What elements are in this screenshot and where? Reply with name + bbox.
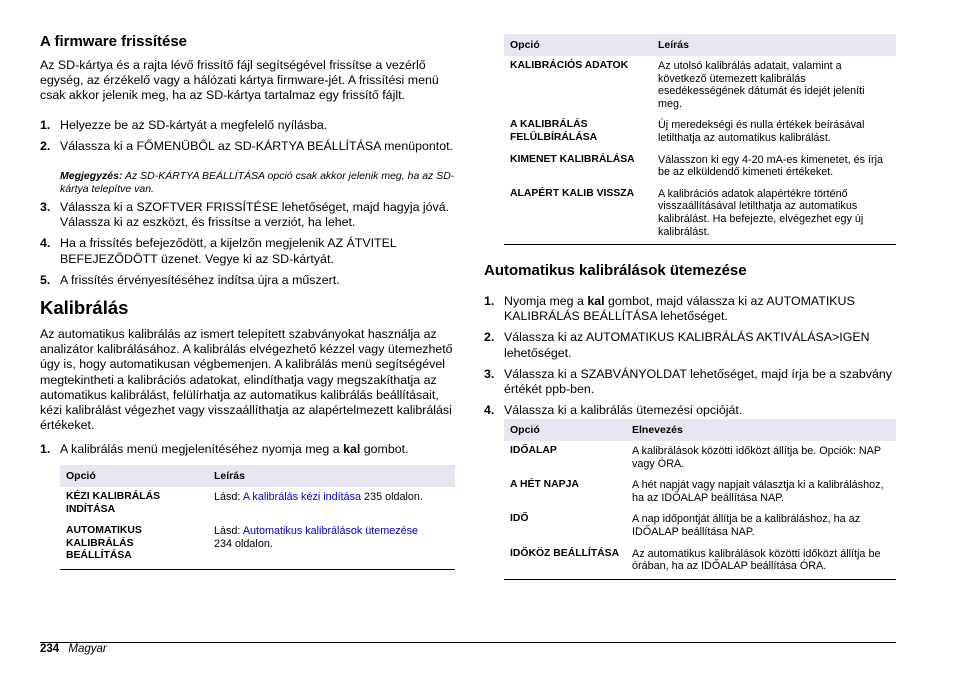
table-row	[504, 441, 896, 476]
table-header	[60, 465, 455, 487]
firmware-note: Megjegyzés: Az SD-KÁRTYA BEÁLLÍTÁSA opció csak akkor jelenik meg, ha az SD-kártya telepítve van.	[60, 170, 455, 195]
table-header	[504, 419, 896, 441]
calibration-heading: Kalibrálás	[40, 297, 129, 318]
list-item: 1. A kalibrálás menü megjelenítéséhez nyomja meg a kal gombot.	[40, 442, 409, 456]
option-name: IDŐ	[510, 513, 529, 525]
table-row	[504, 545, 896, 580]
option-desc: A nap időpontját állítja be a kalibráláshoz, ha az IDŐALAP beállítása NAP.	[632, 513, 861, 538]
option-desc: Az automatikus kalibrálások közötti időközt állítja be órában, ha az IDŐALAP beállítása ÓRA.	[626, 545, 896, 580]
footer-language: Magyar	[68, 643, 107, 655]
table-row	[504, 510, 896, 544]
option-desc: Lásd: A kalibrálás kézi indítása 235 oldalon.	[214, 491, 423, 503]
table-row	[60, 522, 455, 569]
option-desc: Új meredekségi és nulla értékek beírásával letilthatja az automatikus kalibrálást.	[658, 119, 865, 144]
table-row	[504, 116, 896, 150]
schedule-options-table	[504, 419, 896, 580]
list-item: 3. Válassza ki a SZABVÁNYOLDAT lehetőséget, majd írja be a szabvány értékét ppb-ben.	[484, 366, 892, 397]
auto-calibration-heading: Automatikus kalibrálások ütemezése	[484, 262, 747, 279]
table-row	[504, 151, 896, 185]
option-name: KÉZI KALIBRÁLÁS INDÍTÁSA	[66, 491, 161, 515]
page-footer	[40, 643, 107, 655]
list-item: 5. A frissítés érvényesítéséhez indítsa újra a műszert.	[40, 272, 340, 287]
option-name: AUTOMATIKUS KALIBRÁLÁS BEÁLLÍTÁSA	[60, 522, 208, 569]
link-manual-calibration[interactable]: A kalibrálás kézi indítása	[242, 491, 362, 503]
option-name: IDŐALAP	[510, 445, 557, 456]
list-item: 2. Válassza ki az AUTOMATIKUS KALIBRÁLÁS AKTIVÁLÁSA>IGEN lehetőséget.	[484, 330, 870, 360]
option-desc: A kalibrálások közötti időközt állítja be. Opciók: NAP vagy ÓRA.	[632, 445, 881, 470]
table-header	[504, 34, 896, 56]
option-desc: Válasszon ki egy 4-20 mA-es kimenetet, és írja be az elküldendő kimeneti értékeket.	[658, 153, 884, 179]
calibration-steps	[40, 442, 455, 463]
auto-calibration-steps	[484, 294, 896, 424]
list-item: 1. Nyomja meg a kal gombot, majd válassza ki az AUTOMATIKUS KALIBRÁLÁS BEÁLLÍTÁSA lehetőséget.	[484, 294, 855, 324]
table-row	[504, 56, 896, 116]
firmware-intro: Az SD-kártya és a rajta lévő frissítő fájl segítségével frissítse a vezérlő egység, az érzékelő vagy a hálózati kártya firmware-jét. A frissítési menü csak akkor jelenik meg, ha az SD-kártya tartalmaz egy frissítő fájlt.	[40, 58, 439, 103]
col-header: Opció	[504, 419, 626, 441]
list-item: 2. Válassza ki a FŐMENÜBŐL az SD-KÁRTYA BEÁLLÍTÁSA menüpontot.	[40, 139, 453, 154]
calibration-menu-table	[60, 465, 455, 570]
table-row	[60, 487, 455, 522]
table-row	[504, 185, 896, 245]
list-item: 4. Ha a frissítés befejeződött, a kijelzőn megjelenik AZ ÁTVITEL BEFEJEZŐDÖTT üzenet. Vegye ki az SD-kártyát.	[40, 236, 397, 266]
option-name: ALAPÉRT KALIB VISSZA	[504, 185, 652, 245]
calibration-intro: Az automatikus kalibrálás az ismert telepített szabványokat használja az analizátor kalibrálásához. A kalibrálás elvégezhető kézzel vagy ütemezhető úgy is, hogy automatikusan végbemenjen. A kalibrálás menü segítségével megtekintheti a kalibrációs adatokat, elindíthatja vagy megszakíthatja az automatikus kalibrálást, felülírhatja az automatikus kalibrálás beállításait, kézi kalibrálást végezhet vagy visszaállíthatja az alapértelmezett kalibrálási értékeket.	[40, 327, 453, 433]
page-number: 234	[40, 643, 60, 655]
option-name: IDŐKÖZ BEÁLLÍTÁSA	[504, 545, 626, 580]
option-desc: A hét napját vagy napjait választja ki a kalibráláshoz, ha az IDŐALAP beállítása NAP.	[632, 479, 884, 504]
calibration-options-table	[504, 34, 896, 245]
list-item: 1. Helyezze be az SD-kártyát a megfelelő nyílásba.	[40, 118, 328, 132]
col-header: Leírás	[208, 465, 455, 487]
option-name: KALIBRÁCIÓS ADATOK	[510, 60, 629, 71]
list-item: 4. Válassza ki a kalibrálás ütemezési opcióját.	[484, 403, 743, 418]
link-auto-calibration-schedule[interactable]: Automatikus kalibrálások ütemezése	[242, 525, 419, 538]
table-row	[504, 476, 896, 510]
list-item: 3. Válassza ki a SZOFTVER FRISSÍTÉSE lehetőséget, majd hagyja jóvá. Válassza ki az eszközt, és frissítse a verziót, ha lehet.	[40, 200, 450, 230]
col-header: Leírás	[652, 34, 896, 56]
option-desc: Lásd: Automatikus kalibrálások ütemezése 234 oldalon.	[208, 522, 455, 569]
option-desc: A kalibrációs adatok alapértékre történő visszaállításával letilthatja az automatikus kalibrálást. Ha befejezte, elvégezhet egy új kalibrálást.	[652, 185, 896, 245]
option-name: KIMENET KALIBRÁLÁSA	[510, 153, 635, 165]
option-name: A HÉT NAPJA	[510, 479, 579, 491]
firmware-steps-cont	[40, 200, 455, 294]
col-header: Elnevezés	[626, 419, 896, 441]
footer-divider	[40, 642, 896, 643]
option-name: A KALIBRÁLÁS FELÜLBÍRÁLÁSA	[510, 119, 598, 143]
col-header: Opció	[504, 34, 652, 56]
firmware-steps	[40, 118, 455, 158]
col-header: Opció	[60, 465, 208, 487]
option-desc: Az utolsó kalibrálás adatait, valamint a következő ütemezett kalibrálás esedékességének dátumát és idejét jeleníti meg.	[658, 60, 865, 110]
firmware-heading: A firmware frissítése	[40, 33, 188, 50]
